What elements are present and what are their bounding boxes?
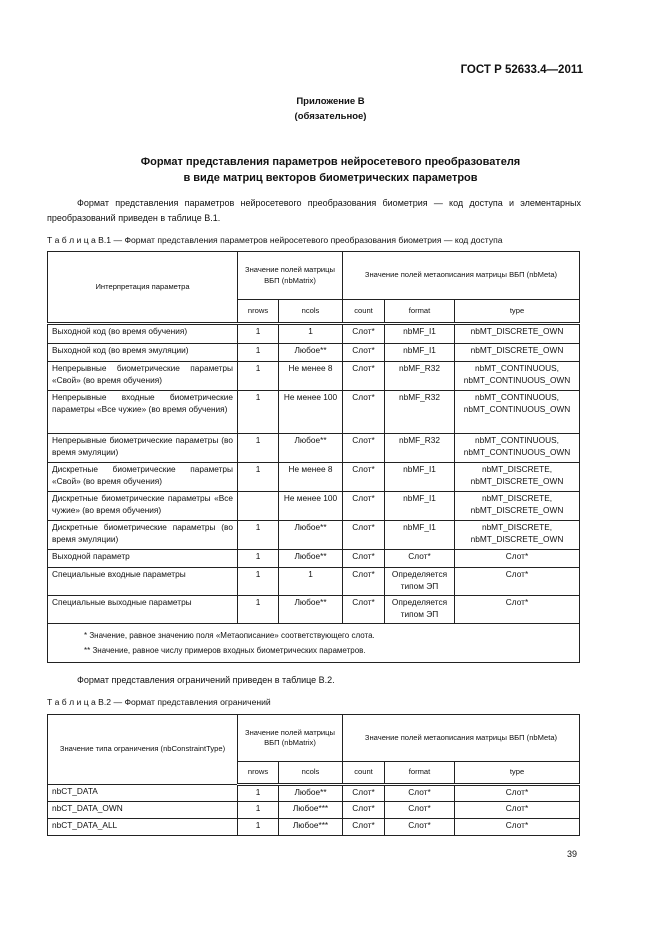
table-row [48,324,580,344]
format-cell: Слот* [385,802,455,819]
ncols-cell: Не менее 100 [279,391,343,434]
header-nrows: nrows [238,762,279,785]
format-cell: nbMF_I1 [385,344,455,362]
format-cell: Определяется типом ЭП [385,596,455,624]
ncols-cell: 1 [279,324,343,344]
nrows-cell: 1 [238,434,279,463]
type-cell: Слот* [455,568,580,596]
ncols-cell: Не менее 8 [279,362,343,391]
header-matrix: Значение полей матрицы ВБП (nbMatrix) [238,715,343,762]
count-cell: Слот* [343,344,385,362]
type-cell: nbMT_DISCRETE, nbMT_DISCRETE_OWN [455,492,580,521]
format-cell: Слот* [385,550,455,568]
standard-number: ГОСТ Р 52633.4—2011 [460,64,583,76]
count-cell: Слот* [343,463,385,492]
param-cell: Выходной код (во время эмуляции) [48,344,238,362]
param-cell: nbCT_DATA [48,785,238,802]
count-cell: Слот* [343,802,385,819]
type-cell: nbMT_DISCRETE_OWN [455,324,580,344]
table-row [48,550,580,568]
count-cell: Слот* [343,596,385,624]
header-ncols: ncols [279,300,343,324]
header-matrix: Значение полей матрицы ВБП (nbMatrix) [238,252,343,300]
nrows-cell: 1 [238,550,279,568]
count-cell: Слот* [343,819,385,836]
count-cell: Слот* [343,550,385,568]
type-cell: nbMT_DISCRETE_OWN [455,344,580,362]
param-cell: Непрерывные биометрические параметры (во время эмуляции) [48,434,238,463]
table-row [48,492,580,521]
title-line-1: Формат представления параметров нейросетевого преобразователя [140,156,521,168]
ncols-cell: Любое** [279,344,343,362]
type-cell: nbMT_DISCRETE, nbMT_DISCRETE_OWN [455,521,580,550]
table-row [48,362,580,391]
format-cell: Слот* [385,819,455,836]
appendix-name: Приложение В [296,96,365,107]
table-row [48,344,580,362]
section-title [40,154,621,186]
type-cell: nbMT_CONTINUOUS, nbMT_CONTINUOUS_OWN [455,362,580,391]
ncols-cell: Любое** [279,550,343,568]
format-cell: nbMF_I1 [385,463,455,492]
nrows-cell: 1 [238,819,279,836]
param-cell: Дискретные биометрические параметры «Свой» (во время обучения) [48,463,238,492]
ncols-cell: Любое*** [279,802,343,819]
param-cell: Выходной параметр [48,550,238,568]
type-cell: nbMT_CONTINUOUS, nbMT_CONTINUOUS_OWN [455,434,580,463]
ncols-cell: Не менее 8 [279,463,343,492]
type-cell: Слот* [455,550,580,568]
format-cell: Слот* [385,785,455,802]
nrows-cell: 1 [238,521,279,550]
param-cell: nbCT_DATA_OWN [48,802,238,819]
count-cell: Слот* [343,785,385,802]
format-cell: nbMF_I1 [385,492,455,521]
table-row [48,391,580,434]
type-cell: nbMT_DISCRETE, nbMT_DISCRETE_OWN [455,463,580,492]
header-meta: Значение полей метаописания матрицы ВБП (nbMeta) [343,715,580,762]
header-meta: Значение полей метаописания матрицы ВБП (nbMeta) [343,252,580,300]
table1-caption: Т а б л и ц а В.1 — Формат представления параметров нейросетевого преобразования биометрия — код доступа [47,235,503,245]
title-line-2: в виде матриц векторов биометрических параметров [183,172,478,184]
nrows-cell [238,492,279,521]
param-cell: Непрерывные биометрические параметры «Свой» (во время обучения) [48,362,238,391]
nrows-cell: 1 [238,391,279,434]
ncols-cell: Любое** [279,521,343,550]
table-b2 [47,714,580,836]
table-row [48,802,580,819]
table1-footnotes [48,624,580,663]
ncols-cell: Любое** [279,596,343,624]
header-count: count [343,300,385,324]
nrows-cell: 1 [238,324,279,344]
table-row [48,785,580,802]
format-cell: nbMF_R32 [385,434,455,463]
nrows-cell: 1 [238,568,279,596]
format-cell: nbMF_R32 [385,362,455,391]
header-type: type [455,762,580,785]
count-cell: Слот* [343,521,385,550]
nrows-cell: 1 [238,596,279,624]
format-cell: nbMF_I1 [385,521,455,550]
format-cell: nbMF_I1 [385,324,455,344]
nrows-cell: 1 [238,362,279,391]
table2-caption: Т а б л и ц а В.2 — Формат представления ограничений [47,697,271,707]
table-row [48,819,580,836]
count-cell: Слот* [343,324,385,344]
table-row [48,568,580,596]
header-count: count [343,762,385,785]
count-cell: Слот* [343,434,385,463]
mid-paragraph: Формат представления ограничений приведен в таблице В.2. [77,675,335,685]
appendix-heading [0,94,661,124]
ncols-cell: Любое** [279,785,343,802]
ncols-cell: Любое** [279,434,343,463]
nrows-cell: 1 [238,785,279,802]
nrows-cell: 1 [238,344,279,362]
type-cell: nbMT_CONTINUOUS, nbMT_CONTINUOUS_OWN [455,391,580,434]
param-cell: Дискретные биометрические параметры «Все чужие» (во время обучения) [48,492,238,521]
table-row [48,434,580,463]
type-cell: Слот* [455,802,580,819]
table-b1 [47,251,580,663]
param-cell: Специальные выходные параметры [48,596,238,624]
header-nrows: nrows [238,300,279,324]
header-format: format [385,762,455,785]
intro-paragraph: Формат представления параметров нейросетевого преобразования биометрия — код доступа и элементарных преобразований приведен в таблице В.1. [47,198,581,223]
format-cell: nbMF_R32 [385,391,455,434]
type-cell: Слот* [455,785,580,802]
header-constraint-type: Значение типа ограничения (nbConstraintType) [48,715,238,785]
footnote-2: ** Значение, равное числу примеров входных биометрических параметров. [84,646,366,655]
type-cell: Слот* [455,596,580,624]
header-format: format [385,300,455,324]
type-cell: Слот* [455,819,580,836]
page-number: 39 [566,849,577,859]
ncols-cell: Любое*** [279,819,343,836]
format-cell: Определяется типом ЭП [385,568,455,596]
param-cell: Непрерывные входные биометрические параметры «Все чужие» (во время обучения) [48,391,238,434]
table-row [48,463,580,492]
param-cell: Специальные входные параметры [48,568,238,596]
footnote-1: * Значение, равное значению поля «Метаописание» соответствующего слота. [84,631,375,640]
ncols-cell: 1 [279,568,343,596]
count-cell: Слот* [343,568,385,596]
count-cell: Слот* [343,391,385,434]
appendix-kind: (обязательное) [294,111,367,122]
param-cell: nbCT_DATA_ALL [48,819,238,836]
table-row [48,596,580,624]
param-cell: Дискретные биометрические параметры (во время эмуляции) [48,521,238,550]
header-ncols: ncols [279,762,343,785]
nrows-cell: 1 [238,463,279,492]
header-interpretation: Интерпретация параметра [48,252,238,324]
header-type: type [455,300,580,324]
param-cell: Выходной код (во время обучения) [48,324,238,344]
table-row [48,521,580,550]
count-cell: Слот* [343,362,385,391]
count-cell: Слот* [343,492,385,521]
ncols-cell: Не менее 100 [279,492,343,521]
nrows-cell: 1 [238,802,279,819]
